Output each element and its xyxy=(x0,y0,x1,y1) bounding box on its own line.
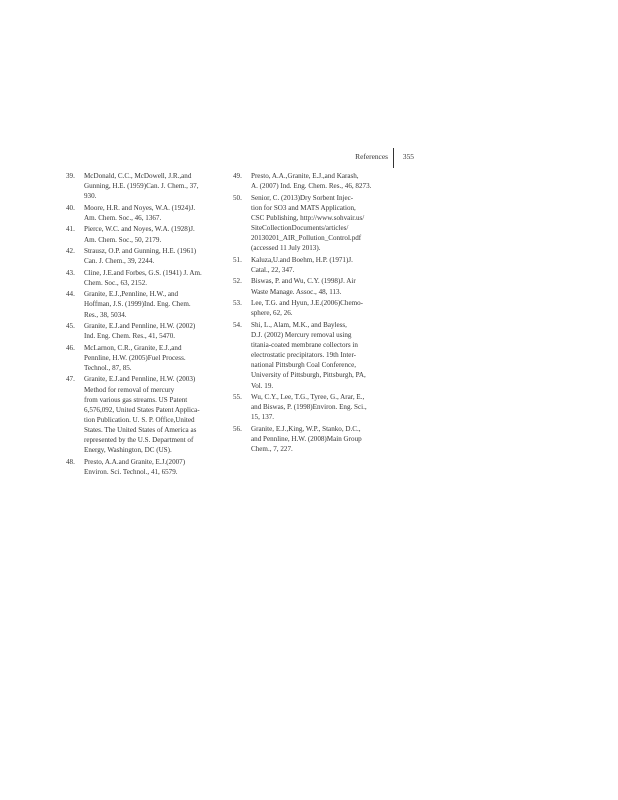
header-divider xyxy=(393,148,394,168)
reference-item xyxy=(233,193,391,254)
reference-line: Lee, T.G. and Hyun, J.E.(2006)Chemo- xyxy=(251,299,364,308)
reference-number: 42. xyxy=(66,246,75,255)
reference-line: Granite, E.J.and Pennline, H.W. (2003) xyxy=(84,375,196,384)
reference-number: 49. xyxy=(233,172,242,180)
reference-item xyxy=(66,321,224,341)
reference-line: Chem., 7, 227. xyxy=(251,445,293,454)
reference-line: and Biswas, P. (1998)Environ. Eng. Sci., xyxy=(251,403,367,412)
reference-line: represented by the U.S. Department of xyxy=(84,436,194,445)
reference-number: 51. xyxy=(233,255,242,264)
reference-number: 53. xyxy=(233,299,242,308)
reference-number: 55. xyxy=(233,393,242,402)
reference-item xyxy=(66,289,224,319)
reference-line: titania-coated membrane collectors in xyxy=(251,340,358,349)
reference-item xyxy=(233,392,391,422)
reference-line: Chem. Soc., 63, 2152. xyxy=(84,278,148,287)
reference-line: 20130201_AIR_Pollution_Control.pdf xyxy=(251,234,362,243)
reference-item xyxy=(233,320,391,391)
reference-line: Environ. Sci. Technol., 41, 6579. xyxy=(84,468,178,477)
reference-line: tion Publication. U. S. P. Office,United xyxy=(84,415,195,424)
reference-line: Catal., 22, 347. xyxy=(251,266,295,274)
reference-line: Waste Manage. Assoc., 48, 113. xyxy=(251,287,342,296)
reference-item xyxy=(233,424,391,454)
reference-item xyxy=(66,246,224,266)
reference-number: 40. xyxy=(66,203,75,212)
reference-line: Can. J. Chem., 39, 2244. xyxy=(84,257,155,266)
reference-line: 6,576,092, United States Patent Applica- xyxy=(84,405,200,414)
reference-line: Am. Chem. Soc., 46, 1367. xyxy=(84,213,162,222)
reference-number: 52. xyxy=(233,277,242,286)
reference-number: 48. xyxy=(66,457,75,466)
reference-item xyxy=(233,276,391,296)
reference-line: Res., 38, 5034. xyxy=(84,310,127,319)
reference-line: Wu, C.Y., Lee, T.G., Tyree, G., Arar, E., xyxy=(251,393,365,402)
running-header xyxy=(60,148,418,168)
reference-line: Granite, E.J.and Pennline, H.W. (2002) xyxy=(84,321,196,330)
running-title: References xyxy=(355,152,388,161)
reference-item xyxy=(66,171,224,201)
reference-line: States. The United States of America as xyxy=(84,426,197,435)
reference-line: Hoffman, J.S. (1999)Ind. Eng. Chem. xyxy=(84,300,191,309)
reference-line: A. (2007) Ind. Eng. Chem. Res., 46, 8273. xyxy=(251,182,372,191)
reference-line: SiteCollectionDocuments/articles/ xyxy=(251,224,349,233)
reference-number: 47. xyxy=(66,375,75,384)
reference-number: 54. xyxy=(233,320,242,329)
reference-line: Gunning, H.E. (1959)Can. J. Chem., 37, xyxy=(84,182,199,191)
reference-line: 930. xyxy=(84,192,97,201)
reference-line: Granite, E.J.,King, W.P., Stanko, D.C., xyxy=(251,424,361,433)
reference-line: Technol., 87, 85. xyxy=(84,363,132,372)
reference-line: Kaluza,U.and Boehm, H.P. (1971)J. xyxy=(251,255,353,264)
reference-number: 46. xyxy=(66,343,75,352)
reference-line: national Pittsburgh Coal Conference, xyxy=(251,361,357,370)
reference-line: electrostatic precipitators. 19th Inter- xyxy=(251,351,357,360)
reference-item xyxy=(66,343,224,373)
reference-number: 39. xyxy=(66,172,75,180)
reference-number: 56. xyxy=(233,424,242,433)
reference-line: Biswas, P. and Wu, C.Y. (1998)J. Air xyxy=(251,277,356,286)
reference-number: 45. xyxy=(66,321,75,330)
reference-item xyxy=(233,298,391,318)
reference-number: 43. xyxy=(66,268,75,277)
reference-line: Presto, A.A.,Granite, E.J.,and Karash, xyxy=(251,172,359,180)
reference-line: (accessed 11 July 2013). xyxy=(251,244,321,253)
reference-number: 44. xyxy=(66,290,75,299)
reference-line: Granite, E.J.,Pennline, H.W., and xyxy=(84,290,179,299)
reference-line: Pennline, H.W. (2005)Fuel Process. xyxy=(84,353,186,362)
reference-line: Ind. Eng. Chem. Res., 41, 5470. xyxy=(84,332,176,341)
reference-number: 41. xyxy=(66,225,75,234)
reference-line: sphere, 62, 26. xyxy=(251,309,293,318)
reference-line: Moore, H.R. and Noyes, W.A. (1924)J. xyxy=(84,203,196,212)
reference-line: and Pennline, H.W. (2008)Main Group xyxy=(251,434,362,443)
reference-item xyxy=(66,457,224,477)
reference-line: tion for SO3 and MATS Application, xyxy=(251,203,356,212)
reference-line: Method for removal of mercury xyxy=(84,385,175,394)
reference-line: Presto, A.A.and Granite, E.J.(2007) xyxy=(84,457,186,466)
reference-line: D.J. (2002) Mercury removal using xyxy=(251,330,352,339)
reference-item xyxy=(233,171,391,191)
reference-line: from various gas streams. US Patent xyxy=(84,395,188,404)
reference-line: Shi, L., Alam, M.K., and Bayless, xyxy=(251,320,347,329)
references-right-column xyxy=(233,171,391,456)
reference-line: Strausz, O.P. and Gunning, H.E. (1961) xyxy=(84,246,197,255)
reference-line: Cline, J.E.and Forbes, G.S. (1941) J. Am. xyxy=(84,268,202,277)
reference-item xyxy=(66,203,224,223)
reference-line: McLarnon, C.R., Granite, E.J.,and xyxy=(84,343,182,352)
reference-line: Energy, Washington, DC (US). xyxy=(84,446,172,455)
reference-item xyxy=(66,374,224,455)
reference-line: CSC Publishing, http://www.sohvair.us/ xyxy=(251,213,365,222)
reference-item xyxy=(66,224,224,244)
reference-item xyxy=(233,255,391,275)
reference-line: McDonald, C.C., McDowell, J.R.,and xyxy=(84,172,192,180)
reference-number: 50. xyxy=(233,193,242,202)
reference-line: Senior, C. (2013)Dry Sorbent Injec- xyxy=(251,193,354,202)
reference-line: University of Pittsburgh, Pittsburgh, PA, xyxy=(251,371,366,380)
reference-item xyxy=(66,268,224,288)
references-left-column xyxy=(66,171,224,479)
page-number: 355 xyxy=(402,152,414,161)
reference-line: 15, 137. xyxy=(251,413,275,422)
reference-line: Vol. 19. xyxy=(251,381,274,390)
reference-line: Pierce, W.C. and Noyes, W.A. (1928)J. xyxy=(84,225,195,234)
reference-line: Am. Chem. Soc., 50, 2179. xyxy=(84,235,162,244)
